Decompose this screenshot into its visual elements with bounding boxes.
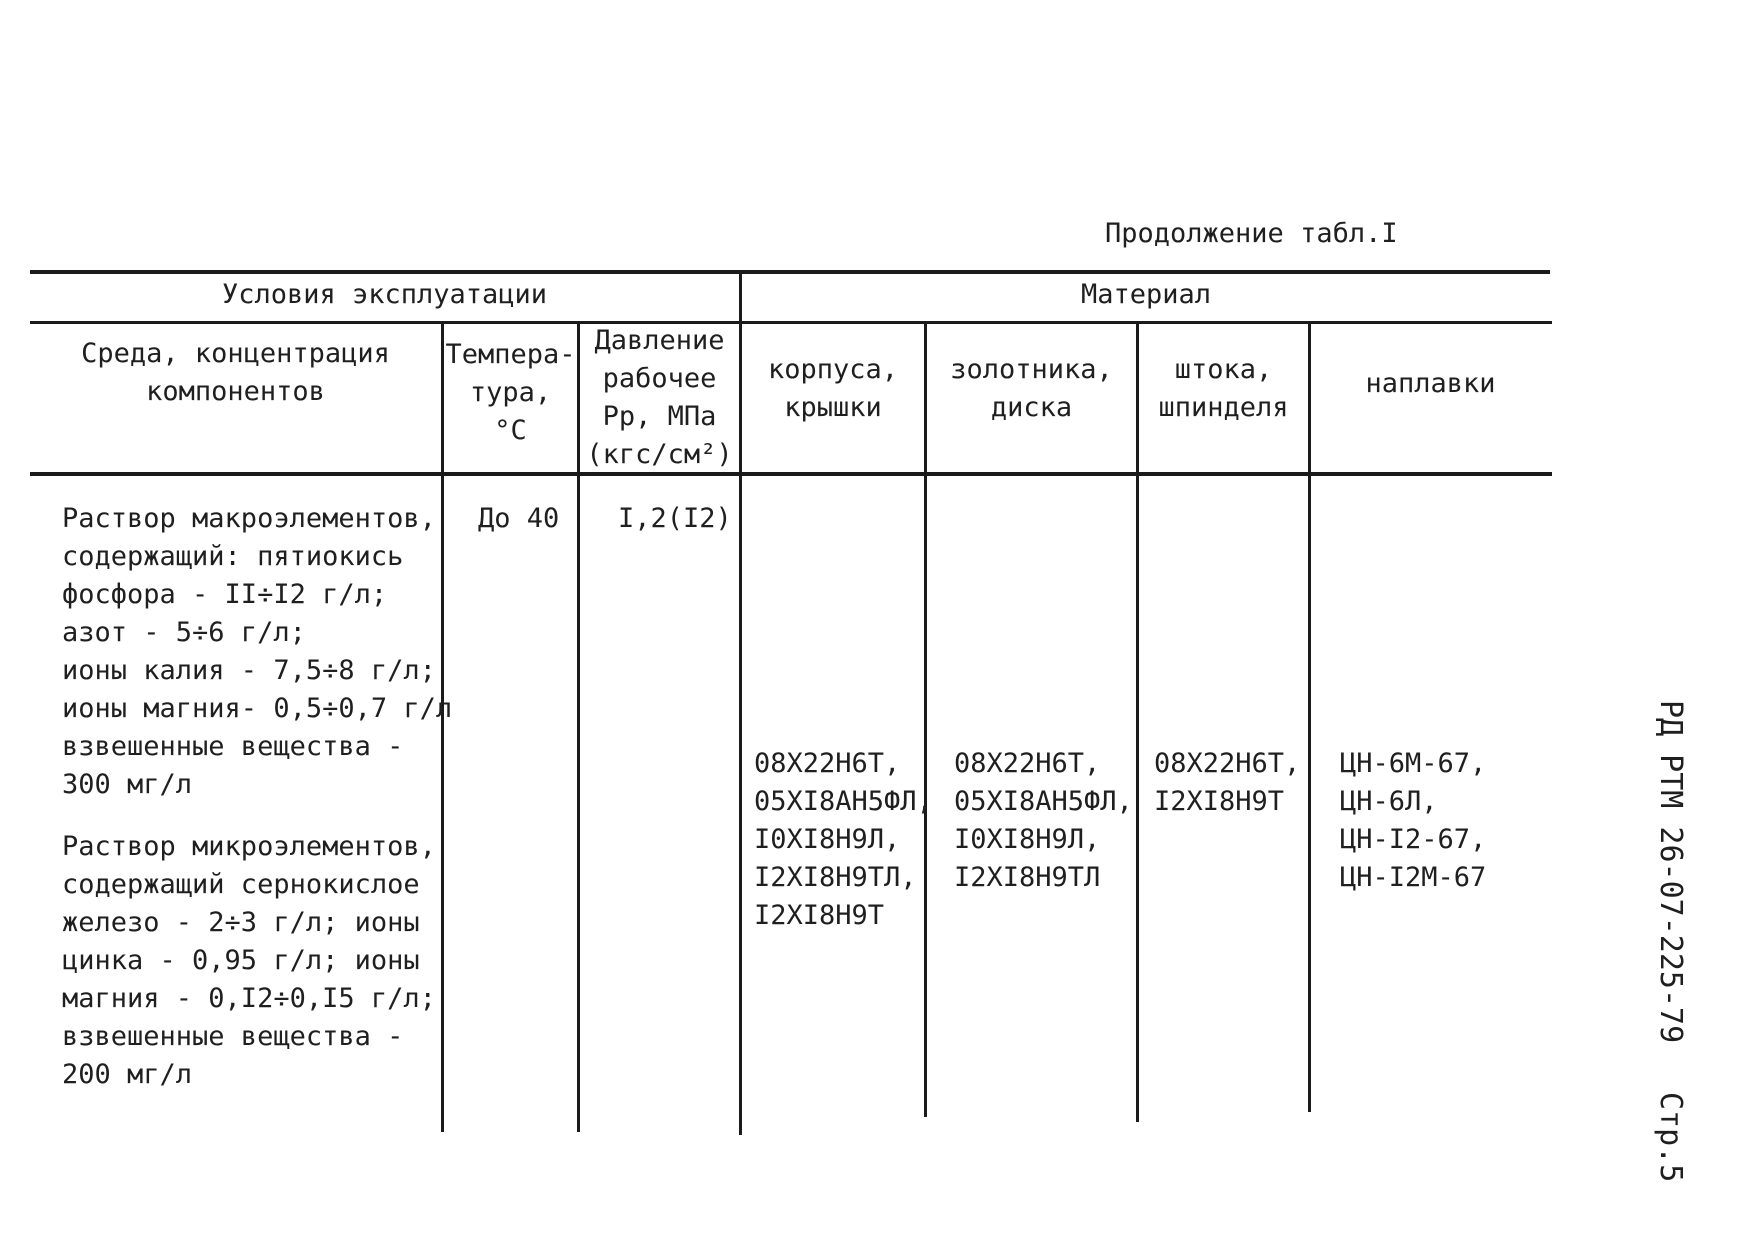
header-divider-rule (30, 321, 1552, 324)
column-header-cladding: наплавки (1365, 368, 1496, 399)
cell-pressure: I,2(I2) (618, 503, 732, 534)
cell-stem-materials: 08Х22Н6Т, I2ХI8Н9Т (1154, 748, 1301, 817)
column-header-spool: золотника, диска (950, 354, 1113, 423)
cell-body-materials: 08Х22Н6Т, 05ХI8АН5ФЛ, I0ХI8Н9Л, I2ХI8Н9ТЛ, I2ХI8Н9Т (754, 748, 933, 931)
cell-cladding-materials: ЦН-6М-67, ЦН-6Л, ЦН-I2-67, ЦН-I2М-67 (1340, 748, 1487, 893)
cell-medium-micro: Раствор микроэлементов, содержащий сернокислое железо - 2÷3 г/л; ионы цинка - 0,95 г/л; ионы магния - 0,I2÷0,I5 г/л; взвешенные вещества - 200 мг/л (62, 831, 436, 1090)
page-number: Стр.5 (1653, 1092, 1688, 1183)
group-header-material: Материал (1080, 279, 1212, 310)
column-header-pressure: Давление рабочее Рр, МПа (кгс/см²) (586, 325, 733, 470)
column-header-temperature: Темпера- тура, °С (445, 339, 576, 446)
column-header-body: корпуса, крышки (767, 354, 899, 423)
column-divider-spool (1136, 322, 1139, 1122)
column-header-medium: Среда, концентрация компонентов (81, 338, 390, 407)
table-top-rule (30, 270, 1550, 274)
column-divider-body (924, 322, 927, 1117)
cell-medium-macro: Раствор макроэлементов, содержащий: пятиокись фосфора - II÷I2 г/л; азот - 5÷6 г/л; ионы калия - 7,5÷8 г/л; ионы магния- 0,5÷0,7 г/л взвешенные вещества - 300 мг/л (62, 503, 453, 800)
table-caption: Продолжение табл.I (1105, 218, 1398, 249)
column-header-stem: штока, шпинделя (1158, 354, 1289, 423)
header-bottom-rule (30, 472, 1552, 476)
document-code: РД РТМ 26-07-225-79 (1653, 700, 1688, 1044)
column-divider-stem (1308, 322, 1311, 1112)
group-header-conditions: Условия эксплуатации (221, 279, 548, 310)
cell-spool-materials: 08Х22Н6Т, 05ХI8АН5ФЛ, I0ХI8Н9Л, I2ХI8Н9ТЛ (954, 748, 1133, 893)
cell-temperature: До 40 (478, 503, 560, 534)
